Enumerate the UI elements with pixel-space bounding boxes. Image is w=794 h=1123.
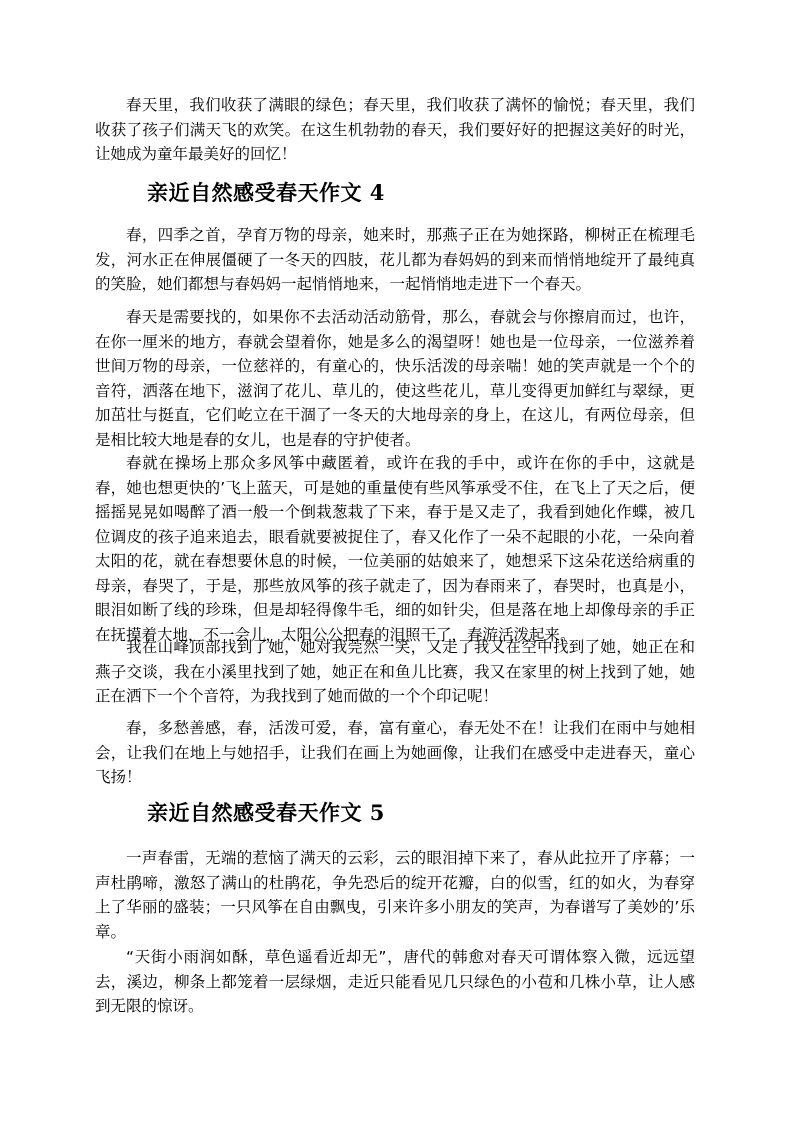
section-4-title: 亲近自然感受春天作文 4 bbox=[147, 180, 385, 205]
section-4-paragraph-2: 春天是需要找的，如果你不去活动活动筋骨，那么，春就会与你擦肩而过，也许，在你一厘米的地方，春就会望着你，她是多么的渴望呀！她也是一位母亲，一位滋养着世间万物的母亲，一位慈祥的，有童心的，快乐活泼的母亲喘！她的笑声就是一个个的音符，洒落在地下，滋润了花儿、草儿的，使这些花儿，草儿变得更加鲜红与翠绿，更加茁壮与挺直，它们屹立在干涸了一冬天的大地母亲的身上，在这儿，有两位母亲，但是相比较大地是春的女儿，也是春的守护使者。 bbox=[95, 308, 695, 449]
section-5-paragraph-1: 一声春雷，无端的惹恼了满天的云彩，云的眼泪掉下来了，春从此拉开了序幕；一声杜鹃啼，激怒了满山的杜鹃花，争先恐后的绽开花瓣，白的似雪，红的如火，为春穿上了华丽的盛装；一只风筝在自由飘曳，引来许多小朋友的笑声，为春谱写了美妙的’乐章。 bbox=[95, 849, 695, 941]
section-4-paragraph-4: 我在山峰顶部找到了她，她对我莞然一笑，又走了我又在空中找到了她，她正在和燕子交谈，我在小溪里找到了她，她正在和鱼儿比赛，我又在家里的树上找到了她，她正在洒下一个个音符，为我找到了她而做的一个个印记呢！ bbox=[95, 638, 695, 705]
section-5-paragraph-2: “天街小雨润如酥，草色遥看近却无”，唐代的韩愈对春天可谓体察入微，远远望去，溪边，柳条上都笼着一层绿烟，走近只能看见几只绿色的小苞和几株小草，让人感到无限的惊讶。 bbox=[95, 948, 695, 1015]
section-4-paragraph-1: 春，四季之首，孕育万物的母亲，她来时，那燕子正在为她探路，柳树正在梳理毛发，河水正在伸展僵硬了一冬天的四肢，花儿都为春妈妈的到来而悄悄地绽开了最纯真的笑脸，她们都想与春妈妈一起悄悄地来，一起悄悄地走进下一个春天。 bbox=[95, 226, 695, 293]
section-4-paragraph-3: 春就在操场上那众多风筝中藏匿着，或许在我的手中，或许在你的手中，这就是春，她也想更快的’飞上蓝天，可是她的重量使有些风筝承受不住，在飞上了天之后，便摇摇晃晃如喝醉了酒一般一个倒栽葱栽了下来，春于是又走了，我看到她化作蝶，被几位调皮的孩子追来追去，眼看就要被捉住了，春又化作了一朵不起眼的小花，一朵向着太阳的花，就在春想要休息的时候，一位美丽的姑娘来了，她想采下这朵花送给病重的母亲，春哭了，于是，那些放风筝的孩子就走了，因为春雨来了，春哭时，也真是小，眼泪如断了线的珍珠，但是却轻得像牛毛，细的如针尖，但是落在地上却像母亲的手正在抚摸着大地，不一会儿，太阳公公把春的泪照干了，春游活泼起来。 bbox=[95, 454, 695, 644]
section-4-paragraph-5: 春，多愁善感，春，活泼可爱，春，富有童心，春无处不在！让我们在雨中与她相会，让我们在地上与她招手，让我们在画上为她画像，让我们在感受中走进春天，童心飞扬！ bbox=[95, 719, 695, 786]
section-5-title: 亲近自然感受春天作文 5 bbox=[147, 800, 385, 825]
intro-paragraph: 春天里，我们收获了满眼的绿色；春天里，我们收获了满怀的愉悦；春天里，我们收获了孩子们满天飞的欢笑。在这生机勃勃的春天，我们要好好的把握这美好的时光，让她成为童年最美好的回忆！ bbox=[95, 96, 695, 163]
